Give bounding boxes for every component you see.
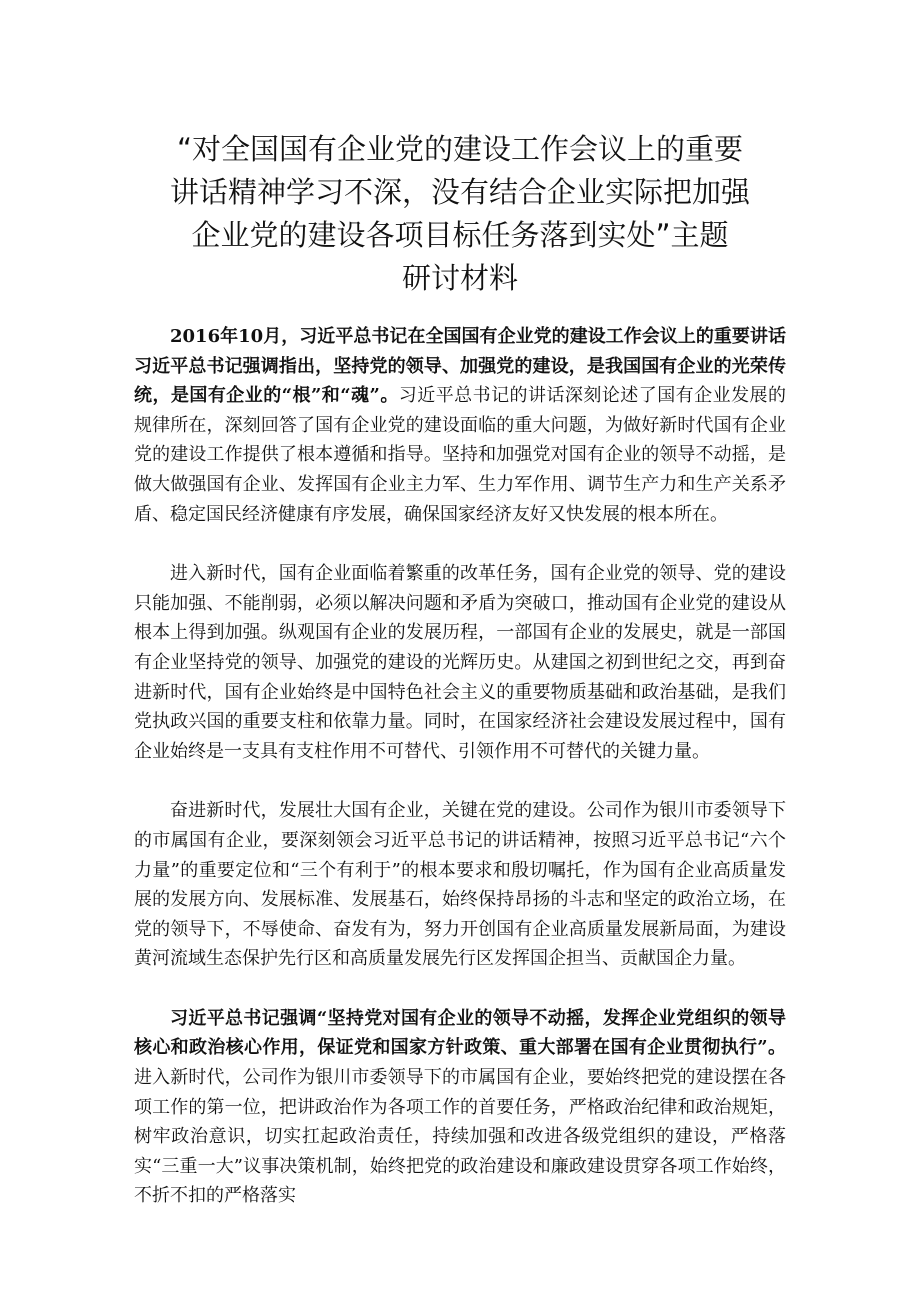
document-page xyxy=(134,128,786,1241)
title-line: “对全国国有企业党的建设工作会议上的重要 xyxy=(176,132,744,166)
paragraph-1-bold: 2016年10月，习近平总书记在全国国有企业党的建设工作会议上的重要讲话习近平总书记强调指出，坚持党的领导、加强党的建设，是我国国有企业的光荣传统，是国有企业的“根”和“魂”。 xyxy=(134,326,786,407)
paragraph-4-text: 进入新时代，公司作为银川市委领导下的市属国有企业，要始终把党的建设摆在各项工作的第一位，把讲政治作为各项工作的首要任务，严格政治纪律和政治规矩，树牢政治意识，切实扛起政治责任，持续加强和改进各级党组织的建设，严格落实“三重一大”议事决策机制，始终把党的政治建设和廉政建设贯穿各项工作始终，不折不扣的严格落实 xyxy=(134,1067,786,1207)
paragraph-3 xyxy=(134,796,786,974)
paragraph-3-text: 奋进新时代，发展壮大国有企业，关键在党的建设。公司作为银川市委领导下的市属国有企业，要深刻领会习近平总书记的讲话精神，按照习近平总书记“六个力量”的重要定位和“三个有利于”的根本要求和殷切嘱托，作为国有企业高质量发展的发展方向、发展标准、发展基石，始终保持昂扬的斗志和坚定的政治立场，在党的领导下，不辱使命、奋发有为，努力开创国有企业高质量发展新局面，为建设黄河流域生态保护先行区和高质量发展先行区发挥国企担当、贡献国企力量。 xyxy=(134,800,786,970)
document-title xyxy=(134,128,786,300)
title-line: 讲话精神学习不深，没有结合企业实际把加强 xyxy=(169,175,750,209)
paragraph-4 xyxy=(134,1004,786,1211)
title-line: 研讨材料 xyxy=(401,261,518,295)
paragraph-1 xyxy=(134,322,786,529)
title-line: 企业党的建设各项目标任务落到实处”主题 xyxy=(191,218,729,252)
paragraph-4-bold: 习近平总书记强调“坚持党对国有企业的领导不动摇，发挥企业党组织的领导核心和政治核心作用，保证党和国家方针政策、重大部署在国有企业贯彻执行”。 xyxy=(134,1007,786,1059)
paragraph-2 xyxy=(134,559,786,766)
paragraph-2-text: 进入新时代，国有企业面临着繁重的改革任务，国有企业党的领导、党的建设只能加强、不能削弱，必须以解决问题和矛盾为突破口，推动国有企业党的建设从根本上得到加强。纵观国有企业的发展历程，一部国有企业的发展史，就是一部国有企业坚持党的领导、加强党的建设的光辉历史。从建国之初到世纪之交，再到奋进新时代，国有企业始终是中国特色社会主义的重要物质基础和政治基础，是我们党执政兴国的重要支柱和依靠力量。同时，在国家经济社会建设发展过程中，国有企业始终是一支具有支柱作用不可替代、引领作用不可替代的关键力量。 xyxy=(134,563,786,762)
paragraph-1-text: 习近平总书记的讲话深刻论述了国有企业发展的规律所在，深刻回答了国有企业党的建设面临的重大问题，为做好新时代国有企业党的建设工作提供了根本遵循和指导。坚持和加强党对国有企业的领导不动摇，是做大做强国有企业、发挥国有企业主力军、生力军作用、调节生产力和生产关系矛盾、稳定国民经济健康有序发展，确保国家经济友好又快发展的根本所在。 xyxy=(134,385,786,525)
